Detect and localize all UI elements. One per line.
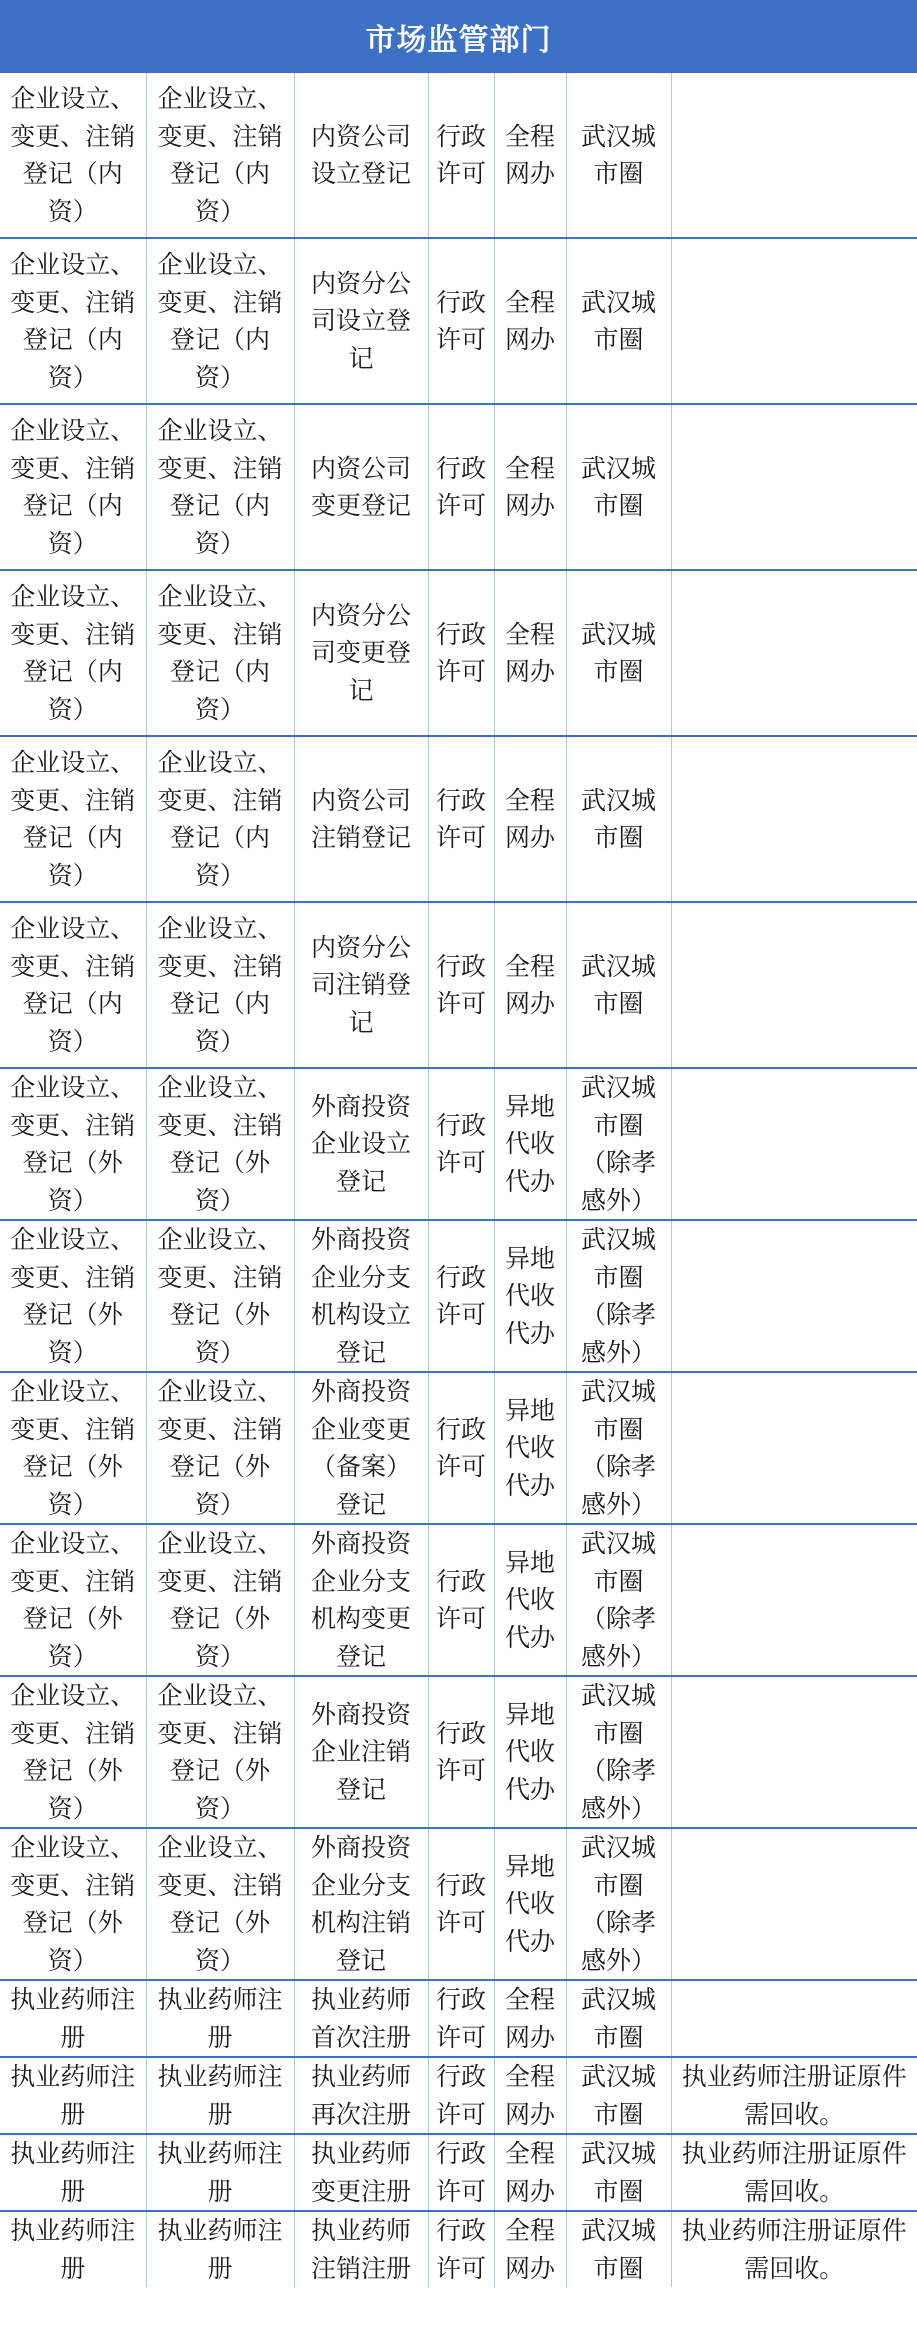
note-cell: 执业药师注册证原件需回收。 [671,2134,917,2211]
type-cell: 行政许可 [428,1828,494,1980]
item-cell: 企业设立、变更、注销登记（外资） [146,1676,294,1828]
item-cell: 执业药师注册 [146,2057,294,2134]
sub-item-cell: 执业药师注销注册 [294,2211,428,2287]
category-cell: 企业设立、变更、注销登记（内资） [0,73,146,238]
scope-cell: 武汉城市圈（除孝感外） [566,1676,671,1828]
type-cell: 行政许可 [428,1980,494,2057]
type-cell: 行政许可 [428,2057,494,2134]
item-cell: 企业设立、变更、注销登记（内资） [146,73,294,238]
table-row [0,2134,917,2211]
scope-cell: 武汉城市圈 [566,73,671,238]
scope-cell: 武汉城市圈 [566,1980,671,2057]
type-cell: 行政许可 [428,570,494,736]
table-row [0,1676,917,1828]
table-body [0,73,917,2287]
sub-item-cell: 外商投资企业注销登记 [294,1676,428,1828]
item-cell: 企业设立、变更、注销登记（外资） [146,1068,294,1220]
mode-cell: 全程网办 [494,570,566,736]
note-cell [671,1676,917,1828]
mode-cell: 异地代收代办 [494,1220,566,1372]
category-cell: 企业设立、变更、注销登记（外资） [0,1372,146,1524]
sub-item-cell: 内资分公司变更登记 [294,570,428,736]
note-cell [671,404,917,570]
service-table [0,73,917,2287]
type-cell: 行政许可 [428,73,494,238]
category-cell: 企业设立、变更、注销登记（外资） [0,1068,146,1220]
sub-item-cell: 内资分公司注销登记 [294,902,428,1068]
sub-item-cell: 执业药师首次注册 [294,1980,428,2057]
table-row [0,2211,917,2287]
mode-cell: 异地代收代办 [494,1068,566,1220]
scope-cell: 武汉城市圈 [566,404,671,570]
note-cell [671,1068,917,1220]
mode-cell: 异地代收代办 [494,1372,566,1524]
note-cell [671,1828,917,1980]
item-cell: 企业设立、变更、注销登记（内资） [146,570,294,736]
category-cell: 企业设立、变更、注销登记（内资） [0,404,146,570]
type-cell: 行政许可 [428,1676,494,1828]
scope-cell: 武汉城市圈 [566,2057,671,2134]
scope-cell: 武汉城市圈（除孝感外） [566,1828,671,1980]
note-cell [671,570,917,736]
item-cell: 执业药师注册 [146,1980,294,2057]
table-row [0,2057,917,2134]
table-row [0,1524,917,1676]
item-cell: 执业药师注册 [146,2211,294,2287]
sub-item-cell: 内资公司变更登记 [294,404,428,570]
note-cell [671,238,917,404]
note-cell [671,1980,917,2057]
table-row [0,238,917,404]
sub-item-cell: 执业药师再次注册 [294,2057,428,2134]
table-row [0,736,917,902]
mode-cell: 全程网办 [494,1980,566,2057]
category-cell: 企业设立、变更、注销登记（外资） [0,1220,146,1372]
type-cell: 行政许可 [428,1220,494,1372]
sub-item-cell: 外商投资企业分支机构变更登记 [294,1524,428,1676]
item-cell: 企业设立、变更、注销登记（外资） [146,1828,294,1980]
note-cell [671,1524,917,1676]
mode-cell: 全程网办 [494,2211,566,2287]
category-cell: 执业药师注册 [0,2057,146,2134]
type-cell: 行政许可 [428,404,494,570]
mode-cell: 全程网办 [494,73,566,238]
category-cell: 企业设立、变更、注销登记（外资） [0,1524,146,1676]
item-cell: 企业设立、变更、注销登记（外资） [146,1524,294,1676]
category-cell: 企业设立、变更、注销登记（内资） [0,238,146,404]
table-row [0,1220,917,1372]
item-cell: 企业设立、变更、注销登记（内资） [146,902,294,1068]
scope-cell: 武汉城市圈 [566,2134,671,2211]
mode-cell: 全程网办 [494,404,566,570]
scope-cell: 武汉城市圈（除孝感外） [566,1068,671,1220]
sub-item-cell: 内资公司设立登记 [294,73,428,238]
item-cell: 执业药师注册 [146,2134,294,2211]
mode-cell: 异地代收代办 [494,1524,566,1676]
sub-item-cell: 执业药师变更注册 [294,2134,428,2211]
sub-item-cell: 外商投资企业变更（备案）登记 [294,1372,428,1524]
scope-cell: 武汉城市圈 [566,736,671,902]
item-cell: 企业设立、变更、注销登记（外资） [146,1220,294,1372]
table-title: 市场监管部门 [0,0,917,73]
table-row [0,1372,917,1524]
item-cell: 企业设立、变更、注销登记（内资） [146,736,294,902]
type-cell: 行政许可 [428,2211,494,2287]
note-cell [671,736,917,902]
type-cell: 行政许可 [428,736,494,902]
category-cell: 执业药师注册 [0,2211,146,2287]
category-cell: 企业设立、变更、注销登记（外资） [0,1828,146,1980]
note-cell [671,1220,917,1372]
type-cell: 行政许可 [428,902,494,1068]
item-cell: 企业设立、变更、注销登记（内资） [146,404,294,570]
sub-item-cell: 外商投资企业分支机构设立登记 [294,1220,428,1372]
type-cell: 行政许可 [428,238,494,404]
scope-cell: 武汉城市圈 [566,902,671,1068]
scope-cell: 武汉城市圈 [566,238,671,404]
note-cell [671,73,917,238]
table-row [0,570,917,736]
category-cell: 执业药师注册 [0,2134,146,2211]
category-cell: 企业设立、变更、注销登记（内资） [0,736,146,902]
sub-item-cell: 内资分公司设立登记 [294,238,428,404]
item-cell: 企业设立、变更、注销登记（外资） [146,1372,294,1524]
sub-item-cell: 外商投资企业分支机构注销登记 [294,1828,428,1980]
table-row [0,1980,917,2057]
table-row [0,404,917,570]
table-row [0,902,917,1068]
category-cell: 企业设立、变更、注销登记（内资） [0,570,146,736]
scope-cell: 武汉城市圈 [566,570,671,736]
scope-cell: 武汉城市圈（除孝感外） [566,1372,671,1524]
mode-cell: 全程网办 [494,902,566,1068]
category-cell: 企业设立、变更、注销登记（内资） [0,902,146,1068]
type-cell: 行政许可 [428,1524,494,1676]
scope-cell: 武汉城市圈（除孝感外） [566,1524,671,1676]
category-cell: 执业药师注册 [0,1980,146,2057]
category-cell: 企业设立、变更、注销登记（外资） [0,1676,146,1828]
mode-cell: 异地代收代办 [494,1676,566,1828]
mode-cell: 全程网办 [494,736,566,902]
table-row [0,1068,917,1220]
mode-cell: 全程网办 [494,238,566,404]
type-cell: 行政许可 [428,2134,494,2211]
table-row [0,73,917,238]
note-cell [671,902,917,1068]
note-cell: 执业药师注册证原件需回收。 [671,2057,917,2134]
mode-cell: 全程网办 [494,2134,566,2211]
mode-cell: 异地代收代办 [494,1828,566,1980]
table-row [0,1828,917,1980]
note-cell: 执业药师注册证原件需回收。 [671,2211,917,2287]
scope-cell: 武汉城市圈（除孝感外） [566,1220,671,1372]
mode-cell: 全程网办 [494,2057,566,2134]
note-cell [671,1372,917,1524]
type-cell: 行政许可 [428,1372,494,1524]
sub-item-cell: 内资公司注销登记 [294,736,428,902]
type-cell: 行政许可 [428,1068,494,1220]
sub-item-cell: 外商投资企业设立登记 [294,1068,428,1220]
scope-cell: 武汉城市圈 [566,2211,671,2287]
item-cell: 企业设立、变更、注销登记（内资） [146,238,294,404]
